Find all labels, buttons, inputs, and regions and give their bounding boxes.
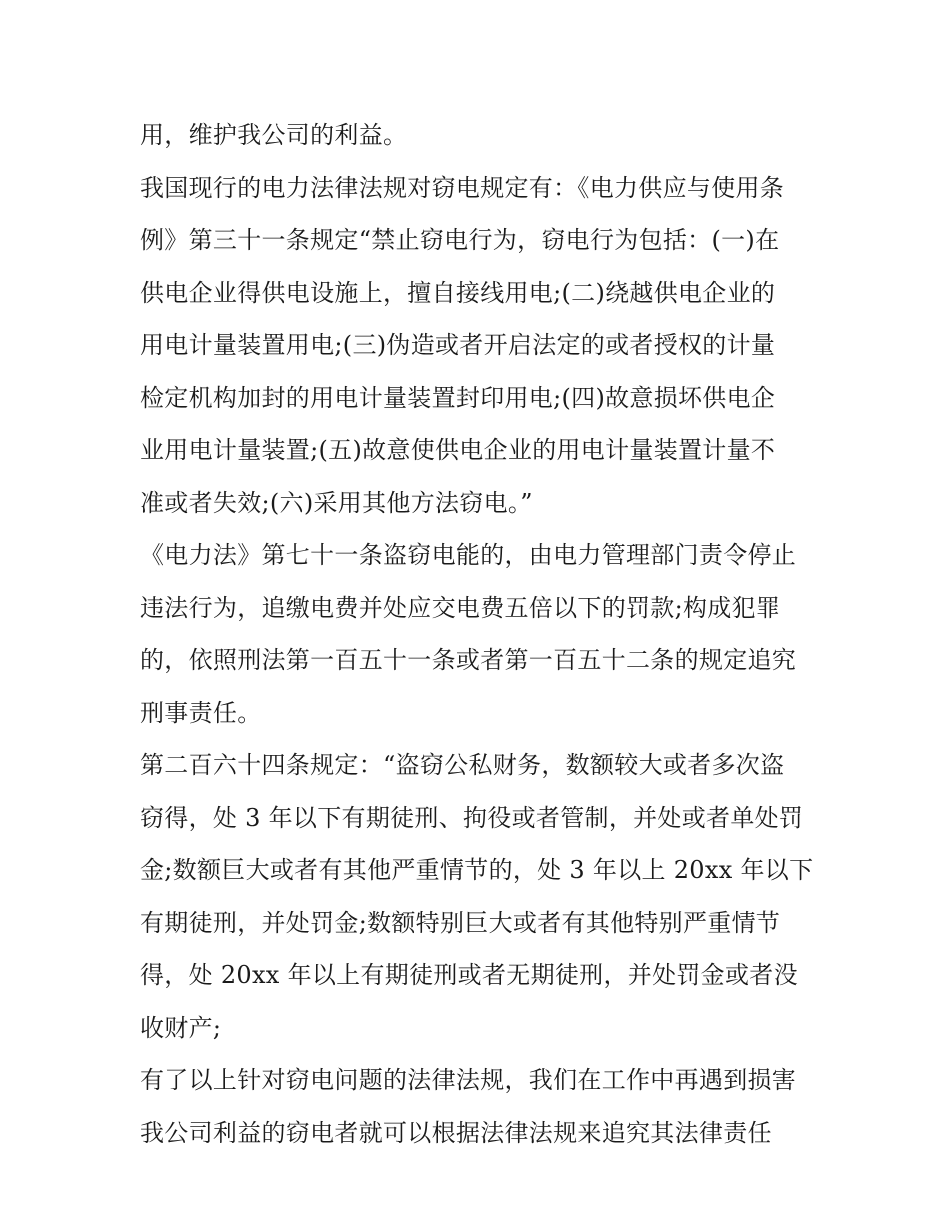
text-line: 窃得，处 3 年以下有期徒刑、拘役或者管制，并处或者单处罚 [140,803,804,832]
text-line: 准或者失效;(六)采用其他方法窃电。” [140,488,533,517]
text-line: 得，处 20xx 年以上有期徒刑或者无期徒刑，并处罚金或者没 [140,961,798,989]
body-text [140,109,830,1159]
text-line: 第二百六十四条规定：“盗窃公私财务，数额较大或者多次盗 [140,751,785,779]
text-line: 供电企业得供电设施上，擅自接线用电;(二)绕越供电企业的 [140,278,776,307]
text-line: 刑事责任。 [140,698,262,727]
text-line: 业用电计量装置;(五)故意使供电企业的用电计量装置计量不 [140,436,776,464]
text-line: 违法行为，追缴电费并处应交电费五倍以下的罚款;构成犯罪 [140,593,781,622]
text-line: 例》第三十一条规定“禁止窃电行为，窃电行为包括：(一)在 [140,226,780,254]
text-line: 我国现行的电力法律法规对窃电规定有：《电力供应与使用条 [140,173,785,202]
text-line: 收财产; [140,1013,222,1042]
text-line: 有期徒刑，并处罚金;数额特别巨大或者有其他特别严重情节 [140,908,781,937]
text-line: 我公司利益的窃电者就可以根据法律法规来追究其法律责任 [140,1118,772,1147]
text-line: 《电力法》第七十一条盗窃电能的，由电力管理部门责令停止 [140,541,797,569]
text-line: 用电计量装置用电;(三)伪造或者开启法定的或者授权的计量 [140,331,776,359]
text-line: 检定机构加封的用电计量装置封印用电;(四)故意损坏供电企 [140,383,776,412]
text-line: 的，依照刑法第一百五十一条或者第一百五十二条的规定追究 [140,646,797,674]
text-line: 用，维护我公司的利益。 [140,121,408,149]
text-line: 金;数额巨大或者有其他严重情节的，处 3 年以上 20xx 年以下 [140,856,814,884]
text-line: 有了以上针对窃电问题的法律法规，我们在工作中再遇到损害 [140,1066,797,1094]
